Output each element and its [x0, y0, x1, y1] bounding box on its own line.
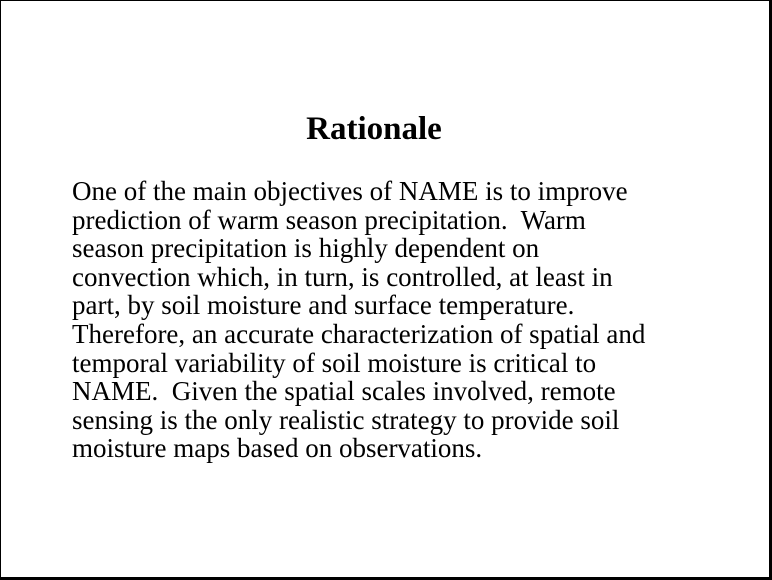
body-line: sensing is the only realistic strategy to provide soil	[72, 404, 620, 435]
body-line: prediction of warm season precipitation. Warm	[72, 204, 586, 235]
body-line: Therefore, an accurate characterization of spatial and	[72, 318, 646, 349]
body-line: convection which, in turn, is controlled, at least in	[72, 261, 613, 292]
body-line: NAME. Given the spatial scales involved, remote	[72, 376, 616, 407]
body-line: One of the main objectives of NAME is to improve	[72, 176, 628, 206]
body-line: season precipitation is highly dependent on	[72, 233, 540, 264]
body-line: temporal variability of soil moisture is critical to	[72, 347, 597, 378]
slide-body-paragraph	[72, 177, 732, 463]
slide-title: Rationale	[306, 111, 442, 147]
body-line: part, by soil moisture and surface temperature.	[72, 290, 575, 321]
body-line: moisture maps based on observations.	[72, 433, 483, 464]
